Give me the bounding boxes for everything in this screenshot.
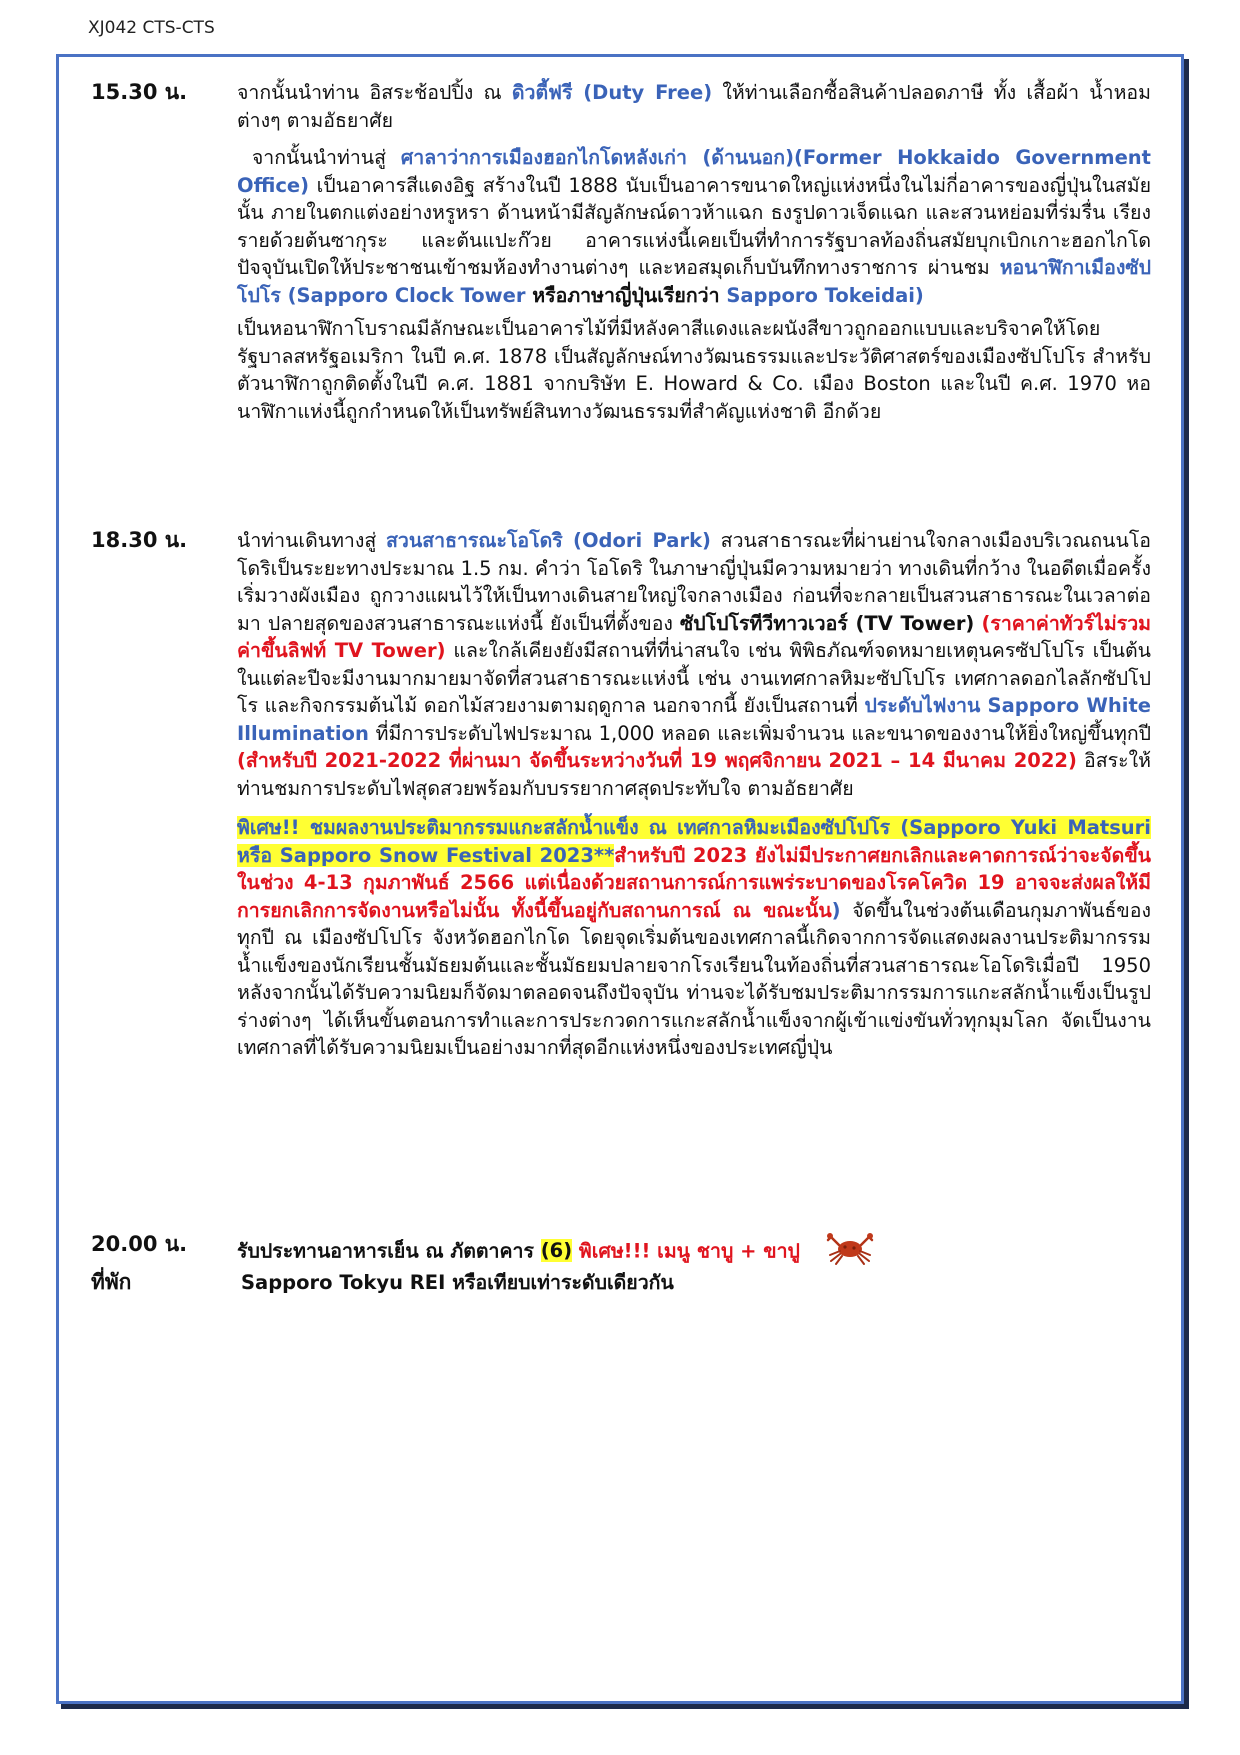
row-body: [237, 79, 1151, 431]
time-label: ที่พัก: [91, 1270, 132, 1294]
text: เป็นอาคารสีแดงอิฐ สร้างในปี 1888 นับเป็นอาคารขนาดใหญ่แห่งหนึ่งในไม่กี่อาคารของญี่ปุ่นในสมัยนั้น ภายในตกแต่งอย่างหรูหรา ด้านหน้ามีสัญลักษณ์ดาวห้าแฉก ธงรูปดาวเจ็ดแฉก และสวนหย่อมที่ร่มรื่น เรียงรายด้วยต้นซากุระ และต้นแปะก๊วย อาคารแห่งนี้เคยเป็นที่ทำการรัฐบาลท้องถิ่นสมัยบุกเบิกเกาะฮอกไกโด ปัจจุบันเปิดให้ประชาชนเข้าชมห้องทำงานต่างๆ และหอสมุดเก็บบันทึกทางราชการ ผ่านชม: [237, 173, 1151, 279]
text: และใกล้เคียงยังมีสถานที่ที่น่าสนใจ เช่น พิพิธภัณฑ์จดหมายเหตุนครซัปโปโร เป็นต้น ในแต่ละปีจะมีงานมากมายมาจัดที่สวนสาธารณะแห่งนี้ เช่น งานเทศกาลหิมะซัปโปโร เทศกาลดอกไลลักซัปโปโร และกิจกรรมต้นไม้ ดอกไม้สวยงามตามฤดูกาล นอกจากนี้ ยังเป็นสถานที่: [237, 639, 1151, 717]
text: จากนั้นนำท่าน อิสระช้อปปิ้ง ณ: [237, 81, 512, 104]
text: จากนั้นนำท่านสู่: [251, 146, 401, 169]
highlight-text: ดิวตี้ฟรี (Duty Free): [511, 81, 713, 104]
warning-text: สำหรับปี 2023 ยังไม่มีประกาศยกเลิกและคาดการณ์ว่าจะจัดขึ้นในช่วง 4-13 กุมภาพันธ์ 2566 แต่เนื่องด้วยสถานการณ์การแพร่ระบาดของโรคโควิด 19 อาจจะส่งผลให้มีการยกเลิกการจัดงานหรือไม่นั้น ทั้งนี้ขึ้นอยู่กับสถานการณ์ ณ ขณะนั้น: [237, 843, 1151, 922]
special-highlight: พิเศษ!! ชมผลงานประติมากรรมแกะสลักน้ำแข็ง ณ เทศกาลหิมะเมืองซัปโปโร (Sapporo Yuki Matsuri หรือ Sapporo Snow Festival 2023**: [237, 816, 1151, 867]
itinerary-frame: [56, 54, 1184, 1704]
text: นำท่านเดินทางสู่: [237, 529, 387, 552]
warning-text: พิเศษ!!! เมนู ชาบู + ขาปู: [572, 1239, 800, 1263]
hotel-name: Sapporo Tokyu REI หรือเทียบเท่าระดับเดียวกัน: [241, 1271, 674, 1294]
highlight-text: สวนสาธารณะโอโดริ (Odori Park): [386, 529, 711, 552]
text: ที่มีการประดับไฟประมาณ 1,000 หลอด และเพิ่มจำนวน และขนาดของงานให้ยิ่งใหญ่ขึ้นทุกปี: [368, 721, 1151, 745]
time-label: 15.30 น.: [91, 80, 188, 104]
bold-text: หรือภาษาญี่ปุ่นเรียกว่า: [525, 283, 727, 307]
warning-text: (สำหรับปี 2021-2022 ที่ผ่านมา จัดขึ้นระหว่างวันที่ 19 พฤศจิกายน 2021 – 14 มีนาคม 2022): [237, 749, 1077, 772]
document-code: XJ042 CTS-CTS: [88, 18, 215, 38]
crab-icon: [825, 1231, 875, 1273]
text: จัดขึ้นในช่วงต้นเดือนกุมภาพันธ์ของทุกปี ณ เมืองซัปโปโร จังหวัดฮอกไกโด โดยจุดเริ่มต้นของเทศกาลนี้เกิดจากการจัดแสดงผลงานประติมากรรมน้ำแข็งของนักเรียนชั้นมัธยมต้นและชั้นมัธยมปลายจากโรงเรียนในท้องถิ่นที่สวนสาธารณะโอโดริเมื่อปี 1950 หลังจากนั้นได้รับความนิยมก็จัดมาตลอดจนถึงปัจจุบัน ท่านจะได้รับชมประติมากรรมการแกะสลักน้ำแข็งเป็นรูปร่างต่างๆ ได้เห็นขั้นตอนการทำและการประกวดการแกะสลักน้ำแข็งจากผู้เข้าแข่งขันทั่วทุกมุมโลก จัดเป็นงานเทศกาลที่ได้รับความนิยมเป็นอย่างมากที่สุดอีกแห่งหนึ่งของประเทศญี่ปุ่น: [237, 898, 1151, 1059]
paragraph: [237, 144, 1151, 309]
row-body: [237, 527, 1151, 1068]
warning-text: (ราคาค่าทัวร์ไม่รวมค่าขึ้นลิฟท์ TV Tower): [237, 611, 1151, 662]
text: อิสระให้ท่านชมการประดับไฟสุดสวยพร้อมกับบรรยากาศสุดประทับใจ ตามอัธยาศัย: [237, 749, 1151, 800]
time-label: 18.30 น.: [91, 528, 188, 552]
highlight-text: ประดับไฟงาน Sapporo White Illumination: [237, 694, 1151, 745]
paragraph: เป็นหอนาฬิกาโบราณมีลักษณะเป็นอาคารไม้ที่มีหลังคาสีแดงและผนังสีขาวถูกออกแบบและบริจาคให้โดยรัฐบาลสหรัฐอเมริกา ในปี ค.ศ. 1878 เป็นสัญลักษณ์ทางวัฒนธรรมและประวัติศาสตร์ของเมืองซัปโปโร สำหรับตัวนาฬิกาถูกติดตั้งในปี ค.ศ. 1881 จากบริษัท E. Howard & Co. เมือง Boston และในปี ค.ศ. 1970 หอนาฬิกาแห่งนี้ถูกกำหนดให้เป็นทรัพย์สินทางวัฒนธรรมที่สำคัญแห่งชาติ อีกด้วย: [237, 317, 1151, 423]
text: ให้ท่านเลือกซื้อสินค้าปลอดภาษี ทั้ง เสื้อผ้า น้ำหอม ต่างๆ ตามอัธยาศัย: [237, 81, 1151, 132]
highlight-text: หอนาฬิกาเมืองซัปโปโร (Sapporo Clock Tower: [237, 256, 1151, 307]
text: สวนสาธารณะที่ผ่านย่านใจกลางเมืองบริเวณถนนโอโดริเป็นระยะทางประมาณ 1.5 กม. คำว่า โอโดริ ในภาษาญี่ปุ่นมีความหมายว่า ทางเดินที่กว้าง ในอดีตเมื่อครั้งเริ่มวางผังเมือง ถูกวางแผนไว้ให้เป็นทางเดินสายใหญ่ใจกลางเมือง ก่อนที่จะกลายเป็นสวนสาธารณะในเวลาต่อมา ปลายสุดของสวนสาธารณะแห่งนี้ ยังเป็นที่ตั้งของ: [237, 529, 1151, 635]
highlight-text: Sapporo Tokeidai): [726, 283, 924, 307]
text: รับประทานอาหารเย็น ณ ภัตตาคาร: [237, 1239, 541, 1263]
time-label: 20.00 น.: [91, 1232, 188, 1256]
paragraph: [237, 814, 1151, 1062]
paragraph: [237, 527, 1151, 802]
highlight-text: ศาลาว่าการเมืองฮอกไกโดหลังเก่า (ด้านนอก)(Former Hokkaido Government Office): [237, 146, 1151, 197]
meal-code-badge: (6): [540, 1239, 573, 1263]
highlight-text: ): [831, 898, 841, 922]
paragraph: [237, 79, 1151, 134]
row-body: [237, 1231, 1151, 1273]
bold-text: ซัปโปโรทีวีทาวเวอร์ (TV Tower): [680, 611, 975, 635]
